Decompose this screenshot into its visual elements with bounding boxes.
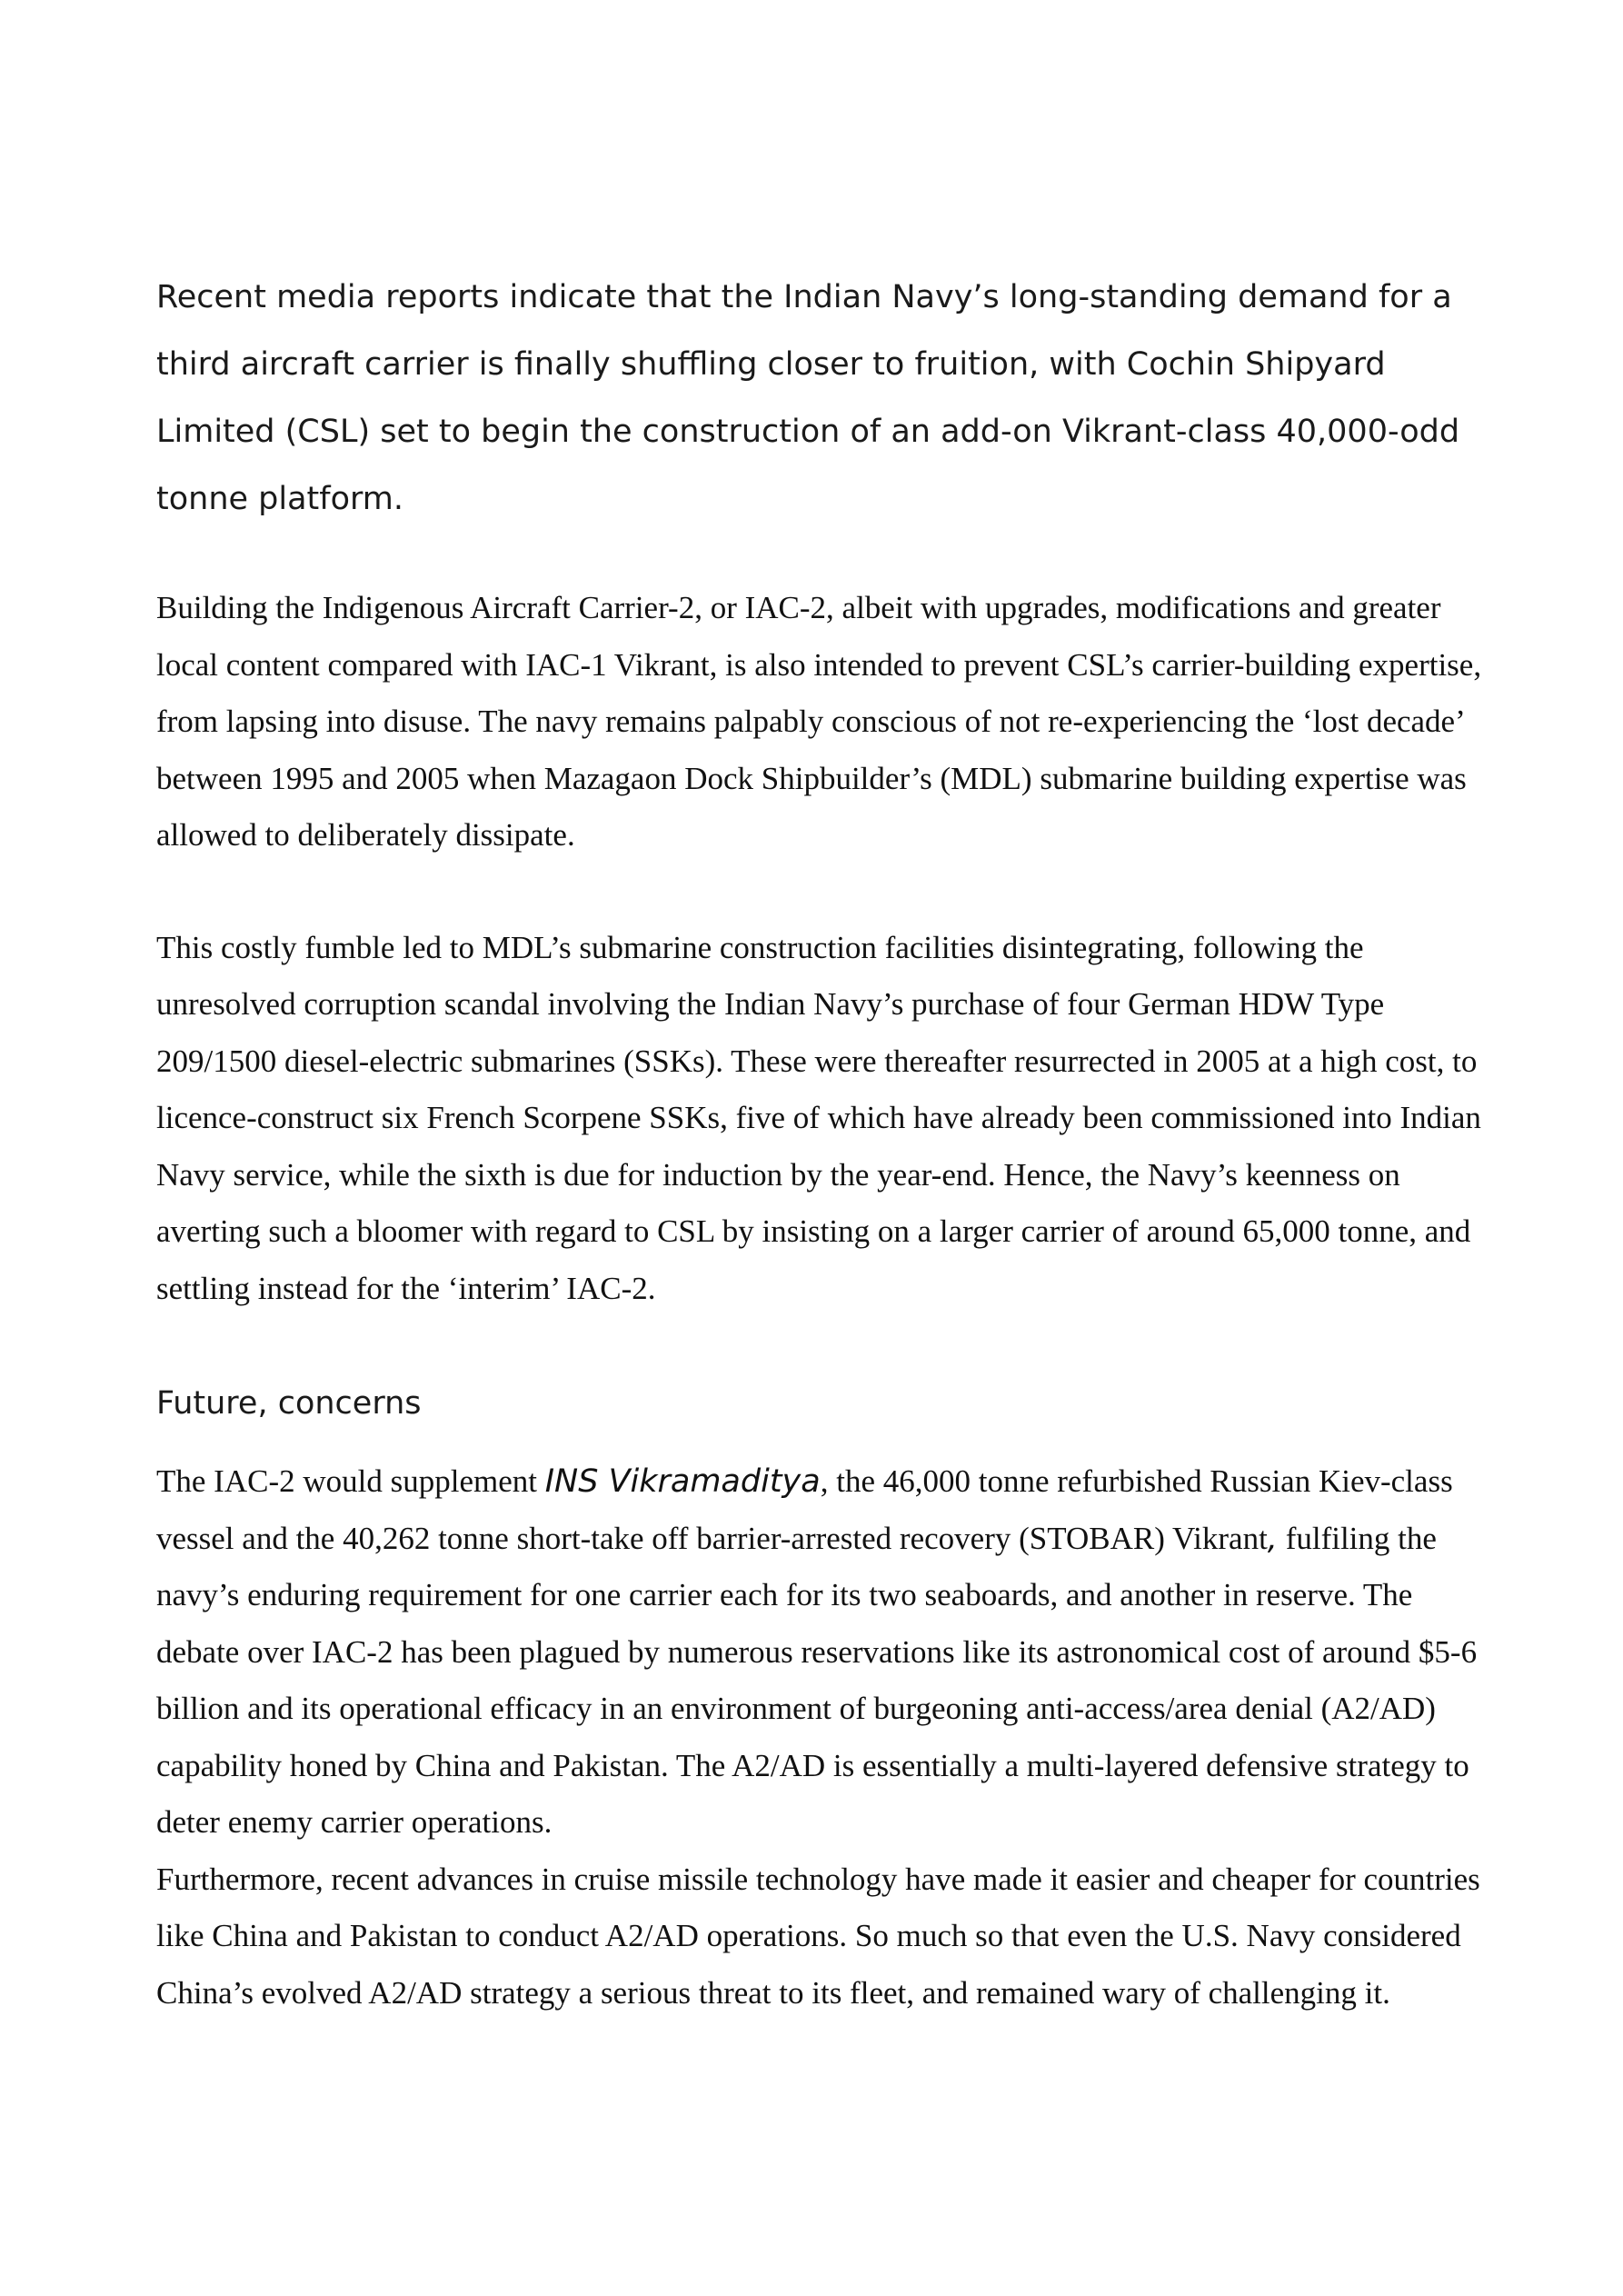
ship-name-italic: INS Vikramaditya bbox=[544, 1463, 821, 1500]
paragraph-mdl-fumble: This costly fumble led to MDL’s submarine construction facilities disintegrating, following the unresolved corruption scandal involving the Indian Navy’s purchase of four German HDW Type 209/1500 diesel-electric submarines (SSKs). These were thereafter resurrected in 2005 at a high cost, to licence-construct six French Scorpene SSKs, five of which have already been commissioned into Indian Navy service, while the sixth is due for induction by the year-end. Hence, the Navy’s keenness on averting such a bloomer with regard to CSL by insisting on a larger carrier of around 65,000 tonne, and settling instead for the ‘interim’ IAC-2. bbox=[156, 929, 1481, 1306]
paragraph-iac2-expertise: Building the Indigenous Aircraft Carrier-2, or IAC-2, albeit with upgrades, modifications and greater local content compared with IAC-1 Vikrant, is also intended to prevent CSL’s carrier-building expertise, from lapsing into disuse. The navy remains palpably conscious of not re-experiencing the ‘lost decade’ between 1995 and 2005 when Mazagaon Dock Shipbuilder’s (MDL) submarine building expertise was allowed to deliberately dissipate. bbox=[156, 590, 1482, 853]
paragraph-text-middle: , the 46,000 tonne refurbished Russian Kiev-class vessel and the 40,262 tonne short-take off barrier-arrested recovery (STOBAR) Vikrant bbox=[156, 1463, 1453, 1556]
paragraph-text-end: fulfiling the navy’s enduring requirement for one carrier each for its two seaboards, and another in reserve. The debate over IAC-2 has been plagued by numerous reservations like its astronomical cost of around $5-6 billion and its operational efficacy in an environment of burgeoning anti-access/area denial (A2/AD) capability honed by China and Pakistan. The A2/AD is essentially a multi-layered defensive strategy to deter enemy carrier operations. bbox=[156, 1520, 1478, 1840]
article-body bbox=[156, 264, 1492, 2021]
italic-comma: , bbox=[1267, 1520, 1278, 1557]
paragraph-text-start: The IAC-2 would supplement bbox=[156, 1463, 545, 1499]
paragraph-cruise-missile: Furthermore, recent advances in cruise missile technology have made it easier and cheaper for countries like China and Pakistan to conduct A2/AD operations. So much so that even the U.S. Navy considered China’s evolved A2/AD strategy a serious threat to its fleet, and remained wary of challenging it. bbox=[156, 1861, 1480, 2011]
lead-paragraph: Recent media reports indicate that the Indian Navy’s long-standing demand for a third aircraft carrier is finally shuffling closer to fruition, with Cochin Shipyard Limited (CSL) set to begin the construction of an add-on Vikrant-class 40,000-odd tonne platform. bbox=[156, 279, 1460, 517]
paragraph-iac2-supplement bbox=[156, 1453, 1492, 1852]
section-heading: Future, concerns bbox=[156, 1385, 422, 1422]
